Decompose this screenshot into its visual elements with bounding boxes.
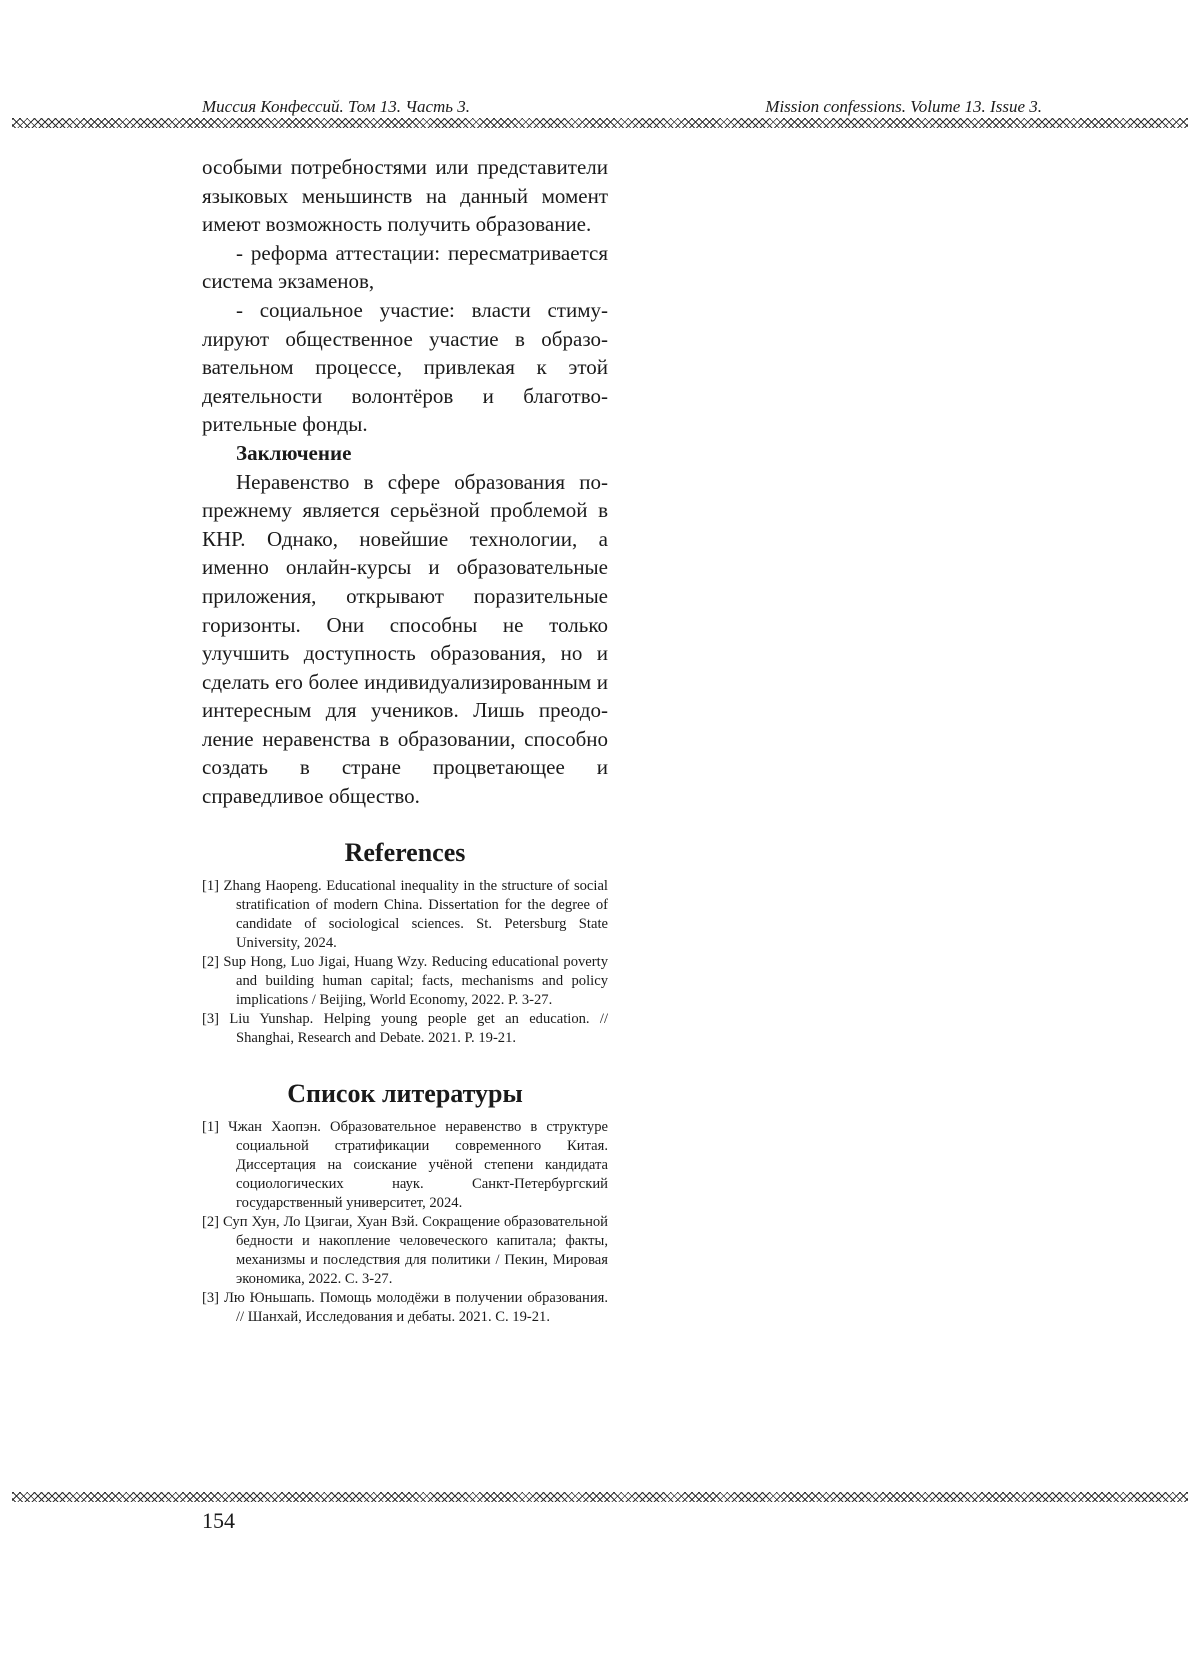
- header-ornament-rule: [12, 118, 1188, 128]
- literature-heading: Список литературы: [287, 1078, 523, 1108]
- reference-item: [2] Sup Hong, Luo Jigai, Huang Wzy. Reducing educational poverty and building human capital; facts, mechanisms and policy implications / Beijing, World Economy, 2022. P. 3-27.: [202, 953, 608, 1008]
- article-body: [202, 153, 608, 811]
- list-item-social-participation: - социальное участие: власти стимулируют общественное участие в образовательном процессе, привлекая к этой деятельности волонтёров и благотворительные фонды.: [202, 297, 608, 437]
- reference-item: [3] Liu Yunshap. Helping young people get an education. // Shanghai, Research and Debate. 2021. P. 19-21.: [202, 1010, 608, 1046]
- body-paragraph: особыми потребностями или представители языковых меньшинств на данный момент имеют возможность получить образование.: [202, 155, 608, 237]
- footer-ornament-rule: [12, 1492, 1188, 1502]
- journal-title-ru: Миссия Конфессий. Том 13. Часть 3.: [202, 97, 471, 116]
- literature-item: [2] Суп Хун, Ло Цзигаи, Хуан Взй. Сокращение образовательной бедности и накопление человеческого капитала; факты, механизмы и последствия для политики / Пекин, Мировая экономика, 2022. С. 3-27.: [202, 1213, 608, 1287]
- text-column: [202, 153, 608, 1327]
- journal-title-en: Mission confessions. Volume 13. Issue 3.: [765, 97, 1042, 116]
- conclusion-heading: Заключение: [236, 440, 352, 465]
- literature-item: [3] Лю Юньшапь. Помощь молодёжи в получении образования. // Шанхай, Исследования и дебаты. 2021. С. 19-21.: [202, 1289, 608, 1325]
- reference-item: [1] Zhang Haopeng. Educational inequality in the structure of social stratification of modern China. Dissertation for the degree of candidate of sociological sciences. St. Petersburg State University, 2024.: [202, 877, 608, 951]
- running-header: [202, 97, 1042, 119]
- conclusion-paragraph: Неравенство в сфере образования по-прежнему является серьёзной проблемой в КНР. Однако, новейшие технологии, а именно онлайн-курсы и образовательные приложения, открывают поразительные горизонты. Они способны не только улучшить доступность образования, но и сделать его более индивидуализированным и интересным для учеников. Лишь преодоление неравенства в образовании, способно создать в стране процветающее и справедливое общество.: [202, 469, 608, 809]
- literature-item: [1] Чжан Хаопэн. Образовательное неравенство в структуре социальной стратификации современного Китая. Диссертация на соискание учёной степени кандидата социологических наук. Санкт-Петербургский государственный университет, 2024.: [202, 1118, 608, 1211]
- literature-list: [202, 1118, 608, 1327]
- list-item-assessment-reform: - реформа аттестации: пересматривается система экзаменов,: [202, 240, 608, 294]
- references-heading: References: [344, 837, 466, 867]
- references-list: [202, 877, 608, 1048]
- page-number: 154: [202, 1508, 235, 1533]
